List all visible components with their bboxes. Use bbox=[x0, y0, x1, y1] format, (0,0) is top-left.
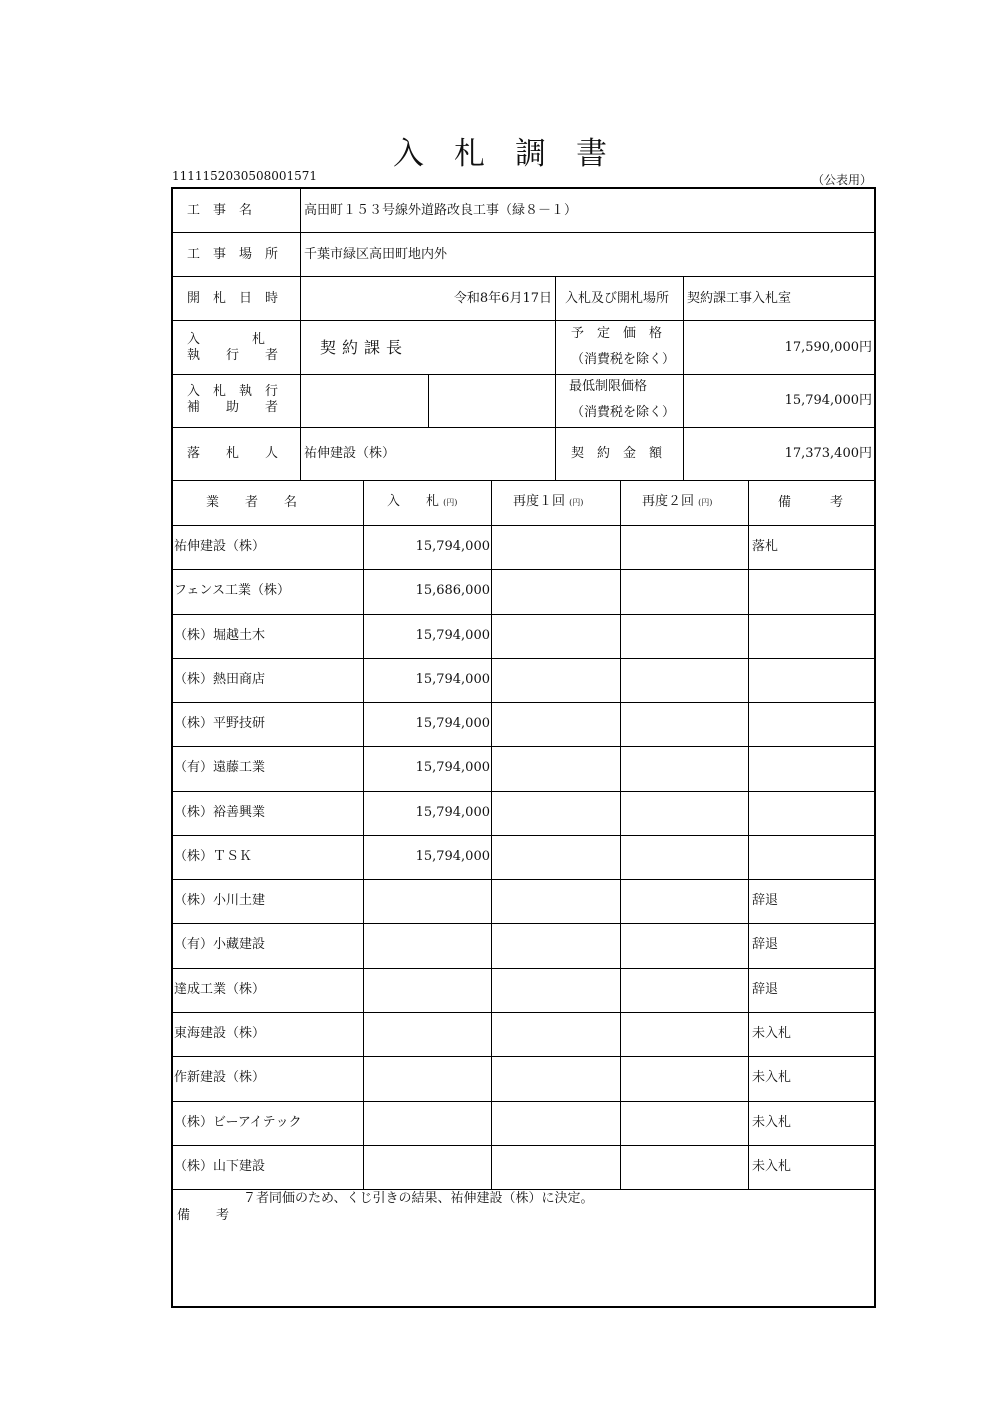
company-name: （株）裕善興業 bbox=[174, 805, 266, 820]
bid-amount: 15,794,000 bbox=[415, 716, 490, 731]
min-price: 15,794,000円 bbox=[784, 393, 872, 408]
company-name: （株）小川土建 bbox=[174, 893, 266, 908]
footer-remarks-label: 備 考 bbox=[177, 1208, 230, 1223]
bid-record-form bbox=[171, 187, 876, 1308]
executor-label: 入 札 bbox=[187, 332, 266, 347]
assistant-label: 入 札 執 行 bbox=[187, 384, 279, 399]
page-title: 入札調書 bbox=[393, 136, 637, 172]
col-company-header: 業 者 名 bbox=[206, 495, 298, 510]
planned-price-label: 予 定 価 格 bbox=[571, 326, 663, 341]
executor-label-2: 執 行 者 bbox=[187, 348, 279, 363]
col-bid-label: 入 札 bbox=[387, 494, 440, 509]
opening-date-label: 開 札 日 時 bbox=[187, 291, 279, 306]
bid-amount: 15,794,000 bbox=[415, 849, 490, 864]
company-name: 達成工業（株） bbox=[174, 982, 266, 997]
yen-unit: (円) bbox=[569, 498, 584, 507]
company-name: （有）小藏建設 bbox=[174, 937, 266, 952]
col-rebid2-header bbox=[642, 495, 712, 508]
company-name: 作新建設（株） bbox=[174, 1070, 266, 1085]
remarks: 辞退 bbox=[752, 937, 779, 952]
company-name: （株）ＴＳＫ bbox=[174, 849, 253, 864]
work-place: 千葉市緑区高田町地内外 bbox=[304, 247, 448, 262]
remarks: 落札 bbox=[752, 539, 779, 554]
winner: 祐伸建設（株） bbox=[304, 446, 396, 461]
contract-amount: 17,373,400円 bbox=[784, 446, 872, 461]
remarks: 辞退 bbox=[752, 982, 779, 997]
company-name: （株）熱田商店 bbox=[174, 672, 266, 687]
col-rebid1-label: 再度１回 bbox=[513, 494, 566, 509]
col-remarks-header: 備 考 bbox=[778, 495, 844, 510]
company-name: （株）平野技研 bbox=[174, 716, 266, 731]
bid-amount: 15,686,000 bbox=[415, 583, 490, 598]
company-name: 東海建設（株） bbox=[174, 1026, 266, 1041]
work-name: 高田町１５３号線外道路改良工事（緑８－１） bbox=[304, 203, 578, 218]
bid-amount: 15,794,000 bbox=[415, 672, 490, 687]
remarks: 未入札 bbox=[752, 1159, 792, 1174]
executor: 契約課長 bbox=[320, 338, 409, 357]
planned-price-note: （消費税を除く） bbox=[571, 352, 676, 367]
remarks: 未入札 bbox=[752, 1026, 792, 1041]
winner-label: 落 札 人 bbox=[187, 446, 279, 461]
bid-amount: 15,794,000 bbox=[415, 539, 490, 554]
bid-amount: 15,794,000 bbox=[415, 805, 490, 820]
yen-unit: (円) bbox=[443, 498, 458, 507]
opening-date: 令和8年6月17日 bbox=[453, 291, 552, 306]
col-bid-header bbox=[387, 495, 457, 508]
work-place-label: 工 事 場 所 bbox=[187, 247, 279, 262]
remarks: 未入札 bbox=[752, 1070, 792, 1085]
col-rebid2-label: 再度２回 bbox=[642, 494, 695, 509]
place: 契約課工事入札室 bbox=[687, 291, 792, 306]
work-name-label: 工 事 名 bbox=[187, 203, 253, 218]
remarks: 辞退 bbox=[752, 893, 779, 908]
company-name: 祐伸建設（株） bbox=[174, 539, 266, 554]
bid-amount: 15,794,000 bbox=[415, 760, 490, 775]
planned-price: 17,590,000円 bbox=[784, 340, 872, 355]
bid-amount: 15,794,000 bbox=[415, 628, 490, 643]
company-name: （株）ビーアイテック bbox=[174, 1115, 302, 1130]
min-price-note: （消費税を除く） bbox=[571, 405, 676, 420]
contract-amount-label: 契 約 金 額 bbox=[571, 446, 663, 461]
document-id: 1111152030508001571 bbox=[172, 169, 318, 183]
min-price-label: 最低制限価格 bbox=[569, 379, 648, 394]
place-label: 入札及び開札場所 bbox=[565, 291, 670, 306]
remarks: 未入札 bbox=[752, 1115, 792, 1130]
footer-remarks-text: ７者同価のため、くじ引きの結果、祐伸建設（株）に決定。 bbox=[243, 1191, 594, 1206]
company-name: フェンス工業（株） bbox=[174, 583, 290, 598]
company-name: （有）遠藤工業 bbox=[174, 760, 266, 775]
col-rebid1-header bbox=[513, 495, 583, 508]
assistant-label-2: 補 助 者 bbox=[187, 400, 279, 415]
company-name: （株）山下建設 bbox=[174, 1159, 266, 1174]
company-name: （株）堀越土木 bbox=[174, 628, 266, 643]
public-label: （公表用） bbox=[812, 173, 873, 187]
yen-unit: (円) bbox=[698, 498, 713, 507]
